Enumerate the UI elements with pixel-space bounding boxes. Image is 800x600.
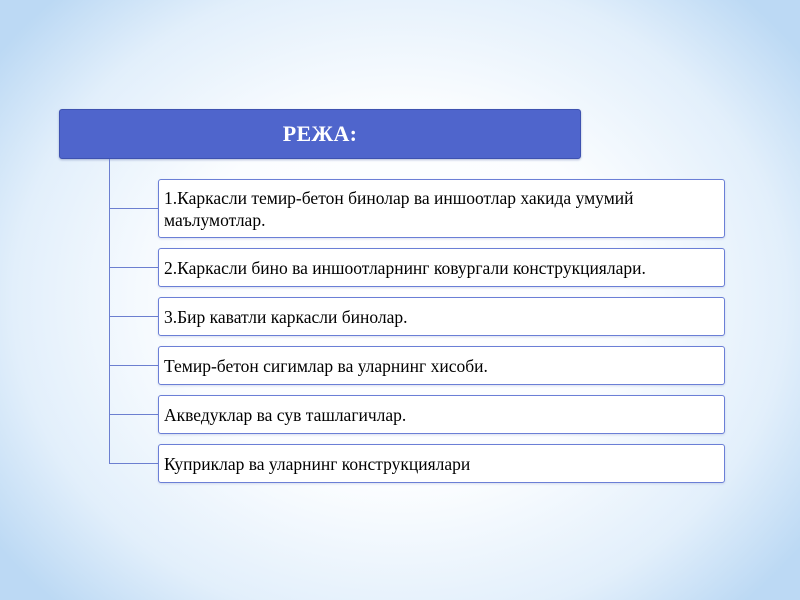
- tree-connector-branch-6: [109, 463, 159, 464]
- plan-item-6: [158, 444, 725, 483]
- plan-item-1: [158, 179, 725, 238]
- plan-item-label: Темир-бетон сигимлар ва уларнинг хисоби.: [164, 355, 488, 376]
- plan-title: РЕЖА:: [282, 121, 358, 146]
- plan-item-label: 3.Бир каватли каркасли бинолар.: [164, 306, 408, 327]
- tree-connector-trunk: [109, 159, 110, 464]
- tree-connector-branch-4: [109, 365, 159, 366]
- tree-connector-branch-2: [109, 267, 159, 268]
- plan-item-label: 2.Каркасли бино ва иншоотларнинг ковургали конструкциялари.: [164, 257, 646, 278]
- tree-connector-branch-1: [109, 208, 159, 209]
- plan-item-label: Акведуклар ва сув ташлагичлар.: [164, 404, 407, 425]
- tree-connector-branch-3: [109, 316, 159, 317]
- plan-header: [59, 109, 581, 159]
- plan-item-4: [158, 346, 725, 385]
- plan-item-3: [158, 297, 725, 336]
- plan-item-2: [158, 248, 725, 287]
- plan-item-label: 1.Каркасли темир-бетон бинолар ва иншоотлар хакида умумий маълумотлар.: [164, 187, 634, 230]
- plan-item-5: [158, 395, 725, 434]
- tree-connector-branch-5: [109, 414, 159, 415]
- plan-item-label: Куприклар ва уларнинг конструкциялари: [164, 453, 471, 474]
